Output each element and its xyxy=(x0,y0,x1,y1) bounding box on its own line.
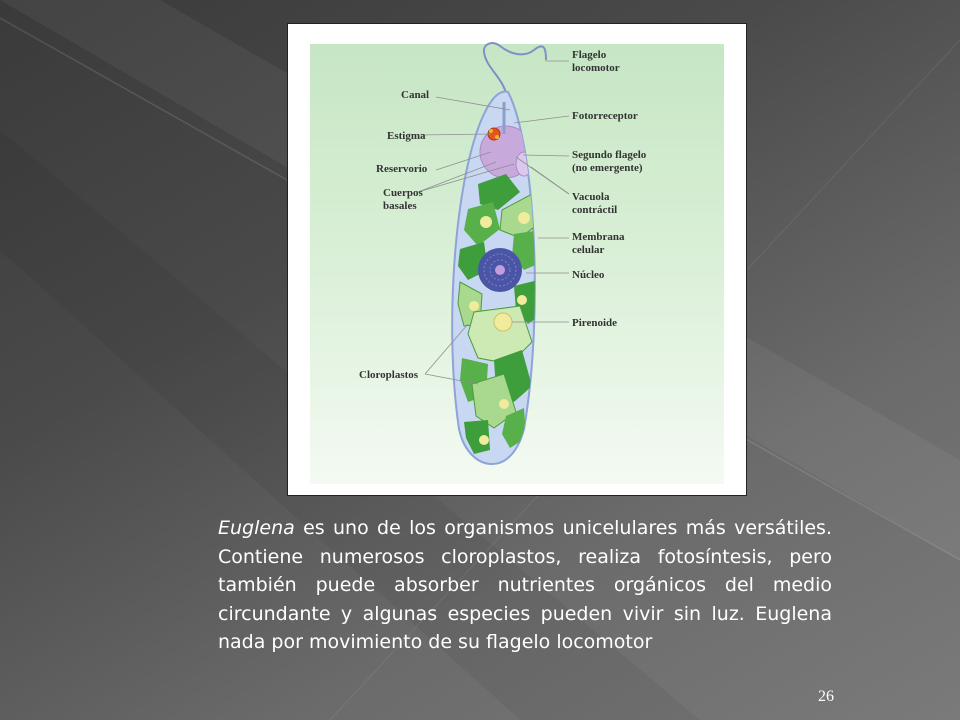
label-vacuola-contractil: Vacuola contráctil xyxy=(572,191,618,216)
label-reservorio: Reservorio xyxy=(376,163,428,175)
label-canal: Canal xyxy=(401,89,430,101)
pyrenoid xyxy=(494,313,512,331)
euglena-diagram xyxy=(287,23,747,496)
caption-italic-word: Euglena xyxy=(218,517,295,539)
label-estigma: Estigma xyxy=(387,130,426,142)
caption-text xyxy=(218,514,832,657)
label-flagelo-locomotor: Flagelo locomotor xyxy=(572,49,620,74)
page-number: 26 xyxy=(818,688,834,705)
label-segundo-flagelo: Segundo flagelo (no emergente) xyxy=(572,149,647,174)
caption-body: es uno de los organismos unicelulares más versátiles. Contiene numerosos cloroplastos, realiza fotosíntesis, pero también puede absorber nutrientes orgánicos del medio circundante y algunas especies pueden vivir sin luz. Euglena nada por movimiento de su flagelo locomotor xyxy=(218,517,832,653)
label-cloroplastos: Cloroplastos xyxy=(359,369,419,381)
label-pirenoide: Pirenoide xyxy=(572,317,618,329)
label-membrana-celular: Membrana celular xyxy=(572,231,625,256)
nucleus xyxy=(478,248,522,292)
label-fotorreceptor: Fotorreceptor xyxy=(572,110,638,122)
label-nucleo: Núcleo xyxy=(572,269,605,281)
label-cuerpos-basales: Cuerpos basales xyxy=(383,187,423,212)
